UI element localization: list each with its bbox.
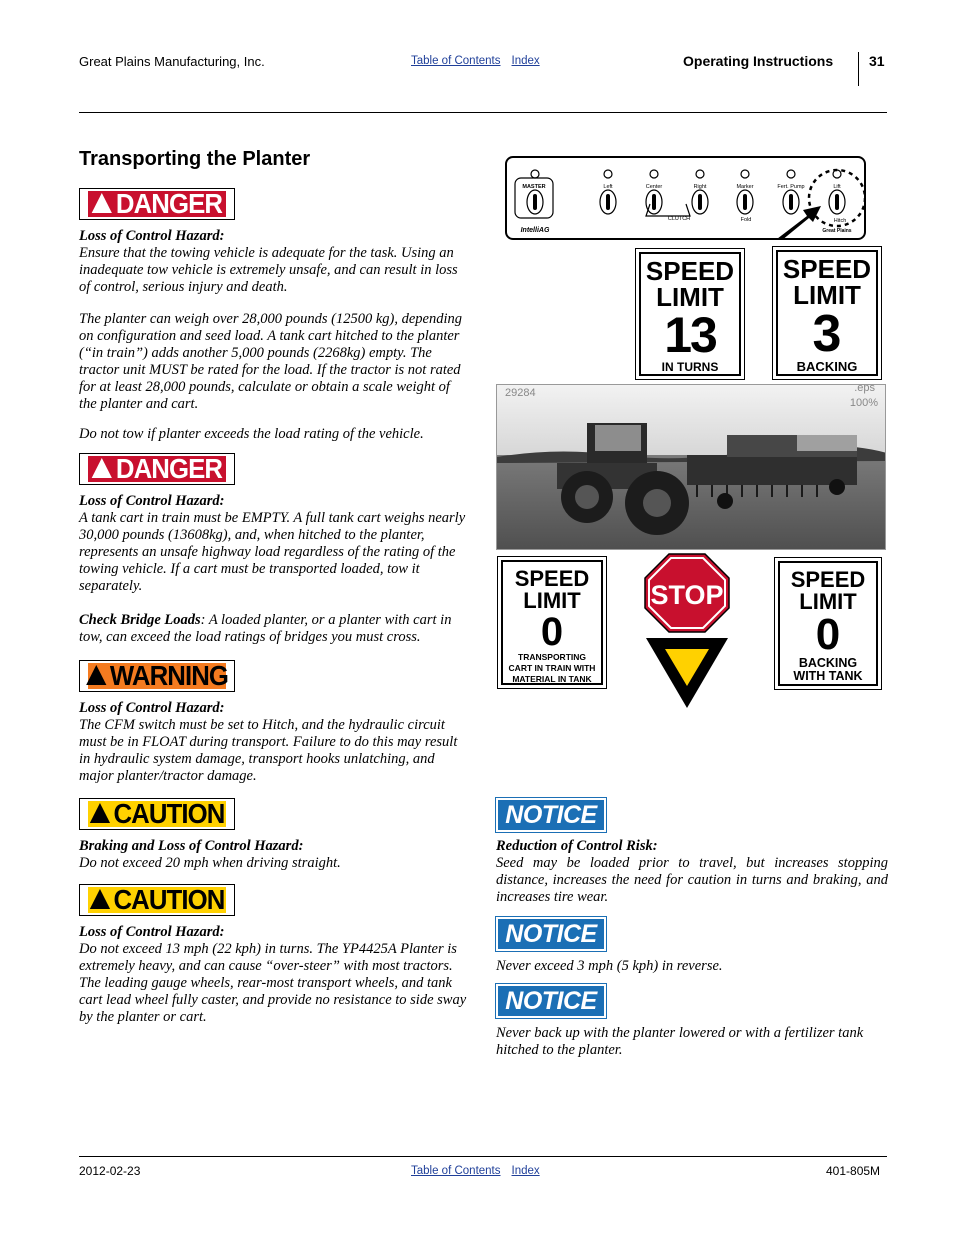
danger-1-text: Loss of Control Hazard: Ensure that the towing vehicle is adequate for the task. Using an inadequate tow vehicle is extremely unsafe, and can result in loss of control, serious injury and death. The planter can weigh over 28,000 pounds (12500 kg), depending on configuration and seed load. A tank cart hitched to the planter (“in train”) adds another 5,000 pounds (2268kg) empty. The tractor unit MUST be rated for the load. If the tractor is not rated for at least 28,000 pounds, calculate or obtain a scale weight of the planter and cart. Do not tow if planter exceeds the load rating of the vehicle. <box>79 228 462 442</box>
company-name: Great Plains Manufacturing, Inc. <box>79 54 265 69</box>
panel-switches-graphic <box>507 158 864 238</box>
photo-id: 29284 <box>505 387 536 399</box>
stop-and-yield-signs <box>643 552 731 710</box>
switch-label-center: Center <box>645 184 663 190</box>
footer-rule <box>79 1156 887 1157</box>
notice-badge-1: NOTICE <box>496 798 606 832</box>
caution-badge-2: CAUTION <box>79 884 235 916</box>
danger-badge: DANGER <box>79 188 235 220</box>
alert-triangle-icon <box>92 193 112 213</box>
brand2-label: Great Plains <box>822 228 852 234</box>
section-name: Operating Instructions <box>683 53 834 69</box>
alert-triangle-icon <box>90 889 110 909</box>
header-links <box>411 55 551 67</box>
index-link-footer[interactable]: Index <box>511 1165 540 1177</box>
speed-limit-3-sign: SPEED LIMIT 3 BACKING <box>772 246 882 380</box>
page-number: 31 <box>869 53 885 69</box>
switch-label-lift: Lift <box>833 184 841 190</box>
notice-badge-2: NOTICE <box>496 917 606 951</box>
notice-1-text: Reduction of Control Risk: Seed may be loaded prior to travel, but increases stopping distance, increases the need for caution in turns and braking, and increases tire wear. <box>496 838 888 905</box>
alert-triangle-icon <box>92 458 112 478</box>
header-divider <box>858 52 859 86</box>
notice-3-text: Never back up with the planter lowered or with a fertilizer tank hitched to the planter. <box>496 1025 864 1058</box>
footer-doc-number: 401-805M <box>826 1164 881 1178</box>
footer-date: 2012-02-23 <box>79 1164 141 1178</box>
stop-text: STOP <box>650 580 724 610</box>
caution-2-text: Loss of Control Hazard: Do not exceed 13 mph (22 kph) in turns. The YP4425A Planter is extremely heavy, and can cause “over-steer” with most tractors. The leading gauge wheels, rear-most transport wheels, and tank cart lead wheel fully caster, and provide no resistance to side sway by the planter or cart. <box>79 924 467 1025</box>
toc-link[interactable]: Table of Contents <box>411 55 501 67</box>
speed-limit-0-transport-sign: SPEED LIMIT 0 TRANSPORTING CART IN TRAIN WITH MATERIAL IN TANK <box>497 556 607 689</box>
warning-text: Loss of Control Hazard: The CFM switch must be set to Hitch, and the hydraulic circuit must be in FLOAT during transport. Failure to do this may result in hydraulic system damage, transport hooks unlatching, and major planter/tractor damage. <box>79 700 458 784</box>
speed-limit-13-sign: SPEED LIMIT 13 IN TURNS <box>635 248 745 380</box>
notice-badge-3: NOTICE <box>496 984 606 1018</box>
alert-triangle-icon <box>90 803 110 823</box>
photo-ext: .eps <box>854 384 875 394</box>
speed-limit-0-backing-sign: SPEED LIMIT 0 BACKING WITH TANK <box>774 557 882 690</box>
control-panel-illustration <box>505 156 866 240</box>
danger-2-text: Loss of Control Hazard: A tank cart in train must be EMPTY. A full tank cart weighs nearly 30,000 pounds (13608kg), and, when hitched to the planter, represents an unsafe highway load regardless of the rating of the towing vehicle. If a cart must be transported loaded, tow it separately. Check Bridge Loads: A loaded planter, or a planter with cart in tow, can exceed the load ratings of bridges you must cross. <box>79 493 466 645</box>
header-rule <box>79 112 887 113</box>
photo-scale: 100% <box>849 397 878 409</box>
warning-badge: WARNING <box>79 660 235 692</box>
alert-triangle-icon <box>86 665 106 685</box>
footer-links <box>411 1165 551 1177</box>
switch-label-right: Right <box>693 184 707 190</box>
tractor-planter-photo <box>496 384 886 550</box>
section-title: Transporting the Planter <box>79 148 311 170</box>
notice-2-text: Never exceed 3 mph (5 kph) in reverse. <box>496 958 723 974</box>
index-link[interactable]: Index <box>511 55 540 67</box>
caution-1-text: Braking and Loss of Control Hazard: Do not exceed 20 mph when driving straight. <box>79 838 341 871</box>
brand-label: IntelliAG <box>520 227 550 234</box>
clutch-label: CLUTCH <box>667 216 691 222</box>
danger-badge-2: DANGER <box>79 453 235 485</box>
caution-badge: CAUTION <box>79 798 235 830</box>
toc-link-footer[interactable]: Table of Contents <box>411 1165 501 1177</box>
photo-graphic <box>497 385 886 550</box>
hitch-label: Hitch <box>833 218 847 224</box>
fold-label: Fold <box>740 217 752 223</box>
switch-label-left: Left <box>603 184 613 190</box>
switch-label-fert-pump: Fert. Pump <box>777 184 805 190</box>
switch-label-master: MASTER <box>522 184 546 190</box>
switch-label-marker: Marker <box>736 184 754 190</box>
